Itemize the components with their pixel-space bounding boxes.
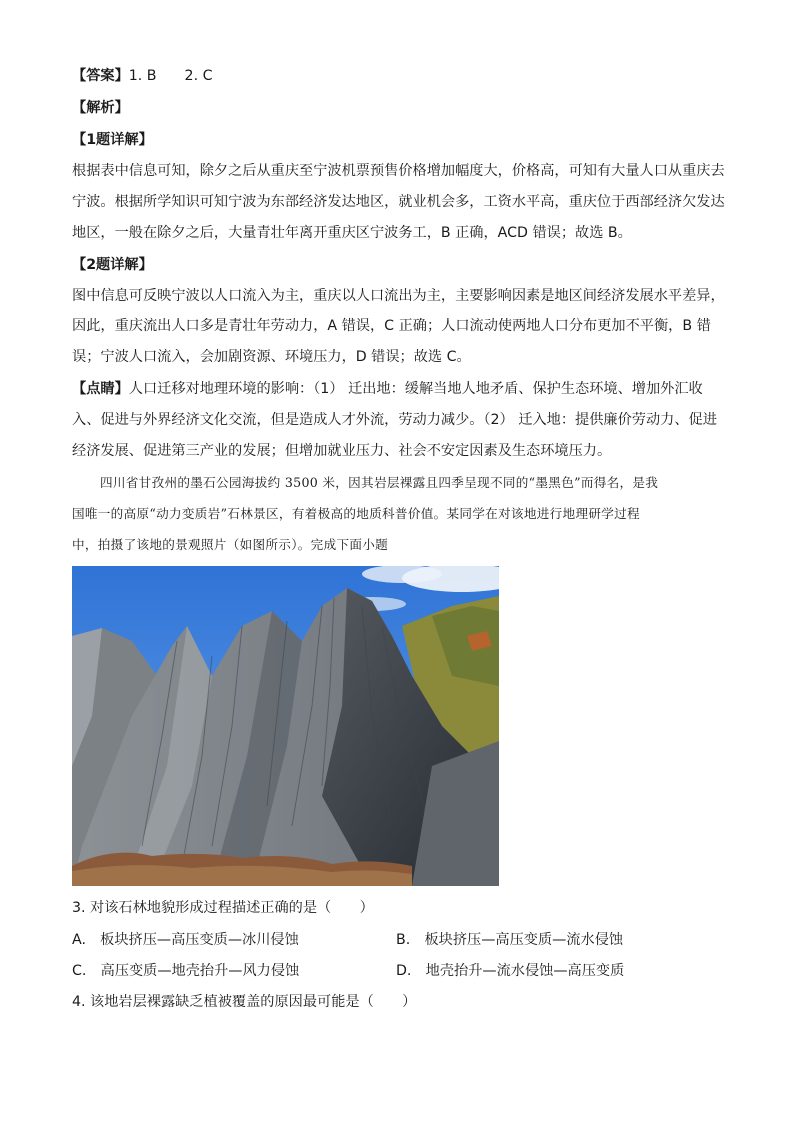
q2-detail-line: 图中信息可反映宁波以人口流入为主，重庆以人口流出为主，主要影响因素是地区间经济发展水平差异， <box>72 288 725 304</box>
q1-detail-line: 宁波。根据所学知识可知宁波为东部经济发达地区，就业机会多，工资水平高，重庆位于西部经济欠发达 <box>72 194 725 210</box>
q3-stem: 3. 对该石林地貌形成过程描述正确的是（ ） <box>72 900 374 916</box>
tip-line <box>72 379 732 399</box>
passage-line: 国唯一的高原“动力变质岩”石林景区，有着极高的地质科普价值。某同学在对该地进行地理研学过程 <box>72 506 640 521</box>
q3-option-d[interactable] <box>396 961 624 981</box>
q1-detail-line: 根据表中信息可知，除夕之后从重庆至宁波机票预售价格增加幅度大，价格高，可知有大量人口从重庆去 <box>72 163 725 179</box>
q2-detail-label: 【2题详解】 <box>72 257 153 273</box>
q3-option-a[interactable] <box>72 930 299 950</box>
q1-detail-line: 地区，一般在除夕之后，大量青壮年离开重庆区宁波务工，B 正确，ACD 错误；故选 B。 <box>72 225 632 241</box>
q2-detail-line: 误；宁波人口流入，会加剧资源、环境压力，D 错误；故选 C。 <box>72 349 471 365</box>
tip-line: 入、促进与外界经济文化交流，但是造成人才外流，劳动力减少。（2） 迁入地：提供廉价劳动力、促进 <box>72 412 717 428</box>
passage-line: 中，拍摄了该地的景观照片（如图所示）。完成下面小题 <box>72 537 389 552</box>
q3-option-d-key: D. <box>396 963 412 979</box>
answer-q1: 1. B <box>128 68 157 84</box>
q3-option-c[interactable] <box>72 961 299 981</box>
q3-option-a-text: 板块挤压—高压变质—冰川侵蚀 <box>100 932 299 948</box>
q3-option-b-key: B. <box>396 932 411 948</box>
q3-option-d-text: 地壳抬升—流水侵蚀—高压变质 <box>425 963 625 979</box>
q3-option-b-text: 板块挤压—高压变质—流水侵蚀 <box>424 932 624 948</box>
q3-option-c-key: C. <box>72 963 87 979</box>
answer-line <box>72 66 732 86</box>
q3-option-a-key: A. <box>72 932 86 948</box>
stone-forest-photo <box>72 566 499 886</box>
q1-detail-label: 【1题详解】 <box>72 132 153 148</box>
tip-label: 【点睛】 <box>72 381 129 397</box>
analysis-label: 【解析】 <box>72 100 129 116</box>
q2-detail-line: 因此，重庆流出人口多是青壮年劳动力，A 错误，C 正确；人口流动使两地人口分布更加不平衡，B 错 <box>72 318 711 334</box>
tip-first-text: 人口迁移对地理环境的影响：（1） 迁出地：缓解当地人地矛盾、保护生态环境、增加外汇收 <box>128 381 703 397</box>
q3-option-b[interactable] <box>396 930 623 950</box>
q3-option-c-text: 高压变质—地壳抬升—风力侵蚀 <box>100 963 300 979</box>
passage-line: 四川省甘孜州的墨石公园海拔约 3500 米，因其岩层裸露且四季呈现不同的“墨黑色”而得名，是我 <box>100 475 659 490</box>
tip-line: 经济发展、促进第三产业的发展；但增加就业压力、社会不安定因素及生态环境压力。 <box>72 443 612 459</box>
answer-q2: 2. C <box>184 68 213 84</box>
answer-label: 【答案】 <box>72 68 129 84</box>
q4-stem: 4. 该地岩层裸露缺乏植被覆盖的原因最可能是（ ） <box>72 994 417 1010</box>
